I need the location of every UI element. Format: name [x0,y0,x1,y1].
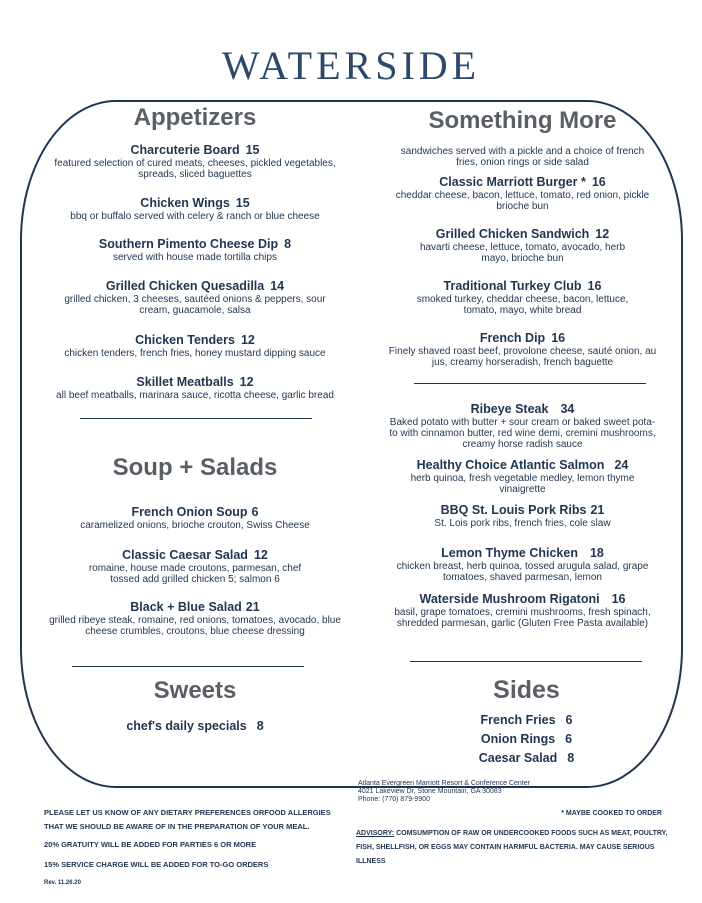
menu-item: BBQ St. Louis Pork Ribs 21 St. Lois pork ribs, french fries, cole slaw [434,503,611,529]
advisory-notice: ADVISORY: COMSUMPTION OF RAW OR UNDERCOOKED FOODS SUCH AS MEAT, POULTRY, FISH, SHELLFISH, OR EGGS MAY CONTAIN HARMFUL BACTERIA. MAY CAUSE SERIOUS ILLNESS [356,830,668,865]
menu-item: Charcuterie Board 15 featured selection of cured meats, cheeses, pickled vegetables, spreads, sliced baguettes [54,143,336,180]
revision-date: Rev. 11.26.20 [44,880,81,886]
menu-item: Black + Blue Salad 21 grilled ribeye steak, romaine, red onions, tomatoes, avocado, blue cheese crumbles, croutons, blue cheese dressing [49,600,341,637]
cooked-to-order-note: * MAYBE COOKED TO ORDER [561,810,662,817]
soup-salads-heading: Soup + Salads [112,454,278,481]
menu-item: French Dip 16 Finely shaved roast beef, provolone cheese, sauté onion, au jus, creamy horseradish, french baguette [388,331,657,368]
menu-item: Classic Marriott Burger * 16 cheddar cheese, bacon, lettuce, tomato, red onion, pickle brioche bun [395,175,650,212]
sides-heading: Sides [493,676,560,704]
appetizers-heading: Appetizers [133,104,257,131]
menu-item: French Onion Soup 6 caramelized onions, brioche crouton, Swiss Cheese [80,505,310,531]
sweets-heading: Sweets [153,677,237,704]
menu-item: Classic Caesar Salad 12 romaine, house made croutons, parmesan, chef tossed add grilled chicken 5; salmon 6 [88,548,302,585]
menu-item: Chicken Wings 15 bbq or buffalo served with celery & ranch or blue cheese [70,196,320,222]
menu-item: Southern Pimento Cheese Dip 8 served with house made tortilla chips [98,237,292,263]
menu-item: Lemon Thyme Chicken 18 chicken breast, herb quinoa, tossed arugula salad, grape tomatoes, shaved parmesan, lemon [396,546,649,583]
service-charge-notice: 15% SERVICE CHARGE WILL BE ADDED FOR TO-GO ORDERS [44,860,269,869]
divider [410,661,642,662]
restaurant-title: WATERSIDE [221,43,481,88]
menu-item: chef's daily specials 8 [126,719,264,733]
menu-item: Healthy Choice Atlantic Salmon 24 herb quinoa, fresh vegetable medley, lemon thyme vinaigrette [410,458,635,495]
hotel-info: Atlanta Evergreen Marriott Resort & Conference Center 4021 Lakeview Dr, Stone Mountain, GA 30083 Phone: (770) 879-9900 [358,780,530,803]
sandwich-intro: sandwiches served with a pickle and a choice of french fries, onion rings or side salad [400,146,645,168]
menu-item: Traditional Turkey Club 16 smoked turkey, cheddar cheese, bacon, lettuce, tomato, mayo, white bread [416,279,629,316]
sides-list: French Fries 6 Onion Rings 6 Caesar Salad 8 [478,713,575,765]
menu-item: Skillet Meatballs 12 all beef meatballs, marinara sauce, ricotta cheese, garlic bread [56,375,334,401]
divider [414,383,646,384]
divider [72,666,304,667]
gratuity-notice: 20% GRATUITY WILL BE ADDED FOR PARTIES 6 OR MORE [44,840,257,849]
something-more-heading: Something More [428,107,617,134]
allergy-notice: PLEASE LET US KNOW OF ANY DIETARY PREFERENCES ORFOOD ALLERGIES THAT WE SHOULD BE AWARE OF IN THE PREPARATION OF YOUR MEAL. [44,808,331,831]
menu-item: Grilled Chicken Quesadilla 14 grilled chicken, 3 cheeses, sautéed onions & peppers, sour cream, guacamole, salsa [64,279,326,316]
menu-item: Waterside Mushroom Rigatoni 16 basil, grape tomatoes, cremini mushrooms, fresh spinach, shredded parmesan, garlic (Gluten Free Pasta available) [394,592,651,629]
menu-item: Chicken Tenders 12 chicken tenders, french fries, honey mustard dipping sauce [64,333,326,359]
menu-item: Ribeye Steak 34 Baked potato with butter + sour cream or baked sweet pota- to with cinnamon butter, red wine demi, cremini mushrooms, creamy horse radish sauce [389,402,656,450]
menu-item: Grilled Chicken Sandwich 12 havarti cheese, lettuce, tomato, avocado, herb mayo, brioche bun [419,227,626,264]
divider [80,418,312,419]
